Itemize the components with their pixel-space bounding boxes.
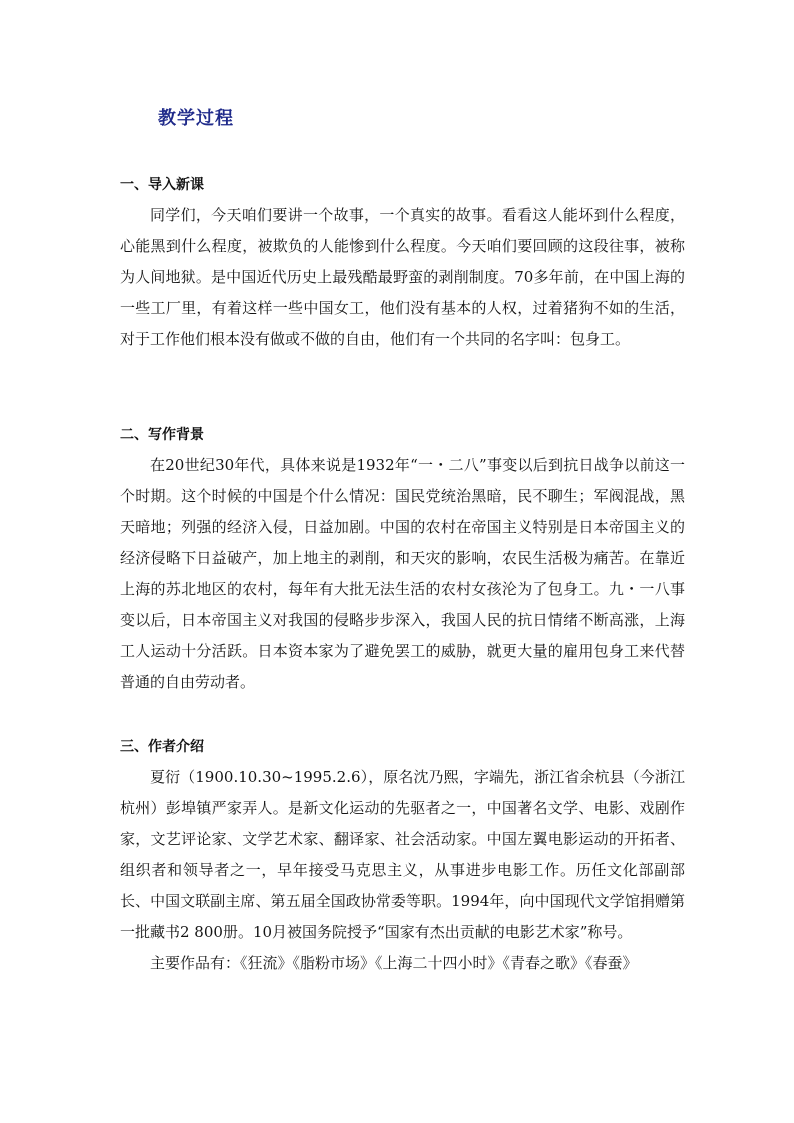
- section-heading-background: 二、写作背景: [120, 427, 204, 443]
- section-background: [120, 424, 685, 698]
- section-author: [120, 736, 685, 979]
- paragraph-author-works: 主要作品有：《狂流》《脂粉市场》《上海二十四小时》《青春之歌》《春蚕》: [150, 954, 638, 972]
- document-title: 教学过程: [158, 108, 234, 129]
- section-heading-intro: 一、导入新课: [120, 177, 204, 193]
- section-intro: [120, 174, 685, 355]
- paragraph-author-bio: 夏衍（1900.10.30~1995.2.6），原名沈乃熙，字端先，浙江省余杭县（今浙江杭州）彭埠镇严家弄人。是新文化运动的先驱者之一，中国著名文学、电影、戏剧作家，文艺评论家、文学艺术家、翻译家、社会活动家。中国左翼电影运动的开拓者、组织者和领导者之一，早年接受马克思主义，从事进步电影工作。历任文化部副部长、中国文联副主席、第五届全国政协常委等职。1994年，向中国现代文学馆捐赠第一批藏书2 800册。10月被国务院授予“国家有杰出贡献的电影艺术家”称号。: [120, 768, 685, 941]
- paragraph-intro: 同学们，今天咱们要讲一个故事，一个真实的故事。看看这人能坏到什么程度，心能黑到什么程度，被欺负的人能惨到什么程度。今天咱们要回顾的这段往事，被称为人间地狱。是中国近代历史上最残酷最野蛮的剥削制度。70多年前，在中国上海的一些工厂里，有着这样一些中国女工，他们没有基本的人权，过着猪狗不如的生活，对于工作他们根本没有做或不做的自由，他们有一个共同的名字叫：包身工。: [120, 206, 685, 348]
- section-heading-author: 三、作者介绍: [120, 739, 204, 755]
- paragraph-background: 在20世纪30年代，具体来说是1932年“一・二八”事变以后到抗日战争以前这一个时期。这个时候的中国是个什么情况：国民党统治黑暗，民不聊生；军阀混战，黑天暗地；列强的经济入侵，日益加剧。中国的农村在帝国主义特别是日本帝国主义的经济侵略下日益破产，加上地主的剥削，和天灾的影响，农民生活极为痛苦。在靠近上海的苏北地区的农村，每年有大批无法生活的农村女孩沦为了包身工。九・一八事变以后，日本帝国主义对我国的侵略步步深入，我国人民的抗日情绪不断高涨，上海工人运动十分活跃。日本资本家为了避免罢工的威胁，就更大量的雇用包身工来代替普通的自由劳动者。: [120, 456, 685, 691]
